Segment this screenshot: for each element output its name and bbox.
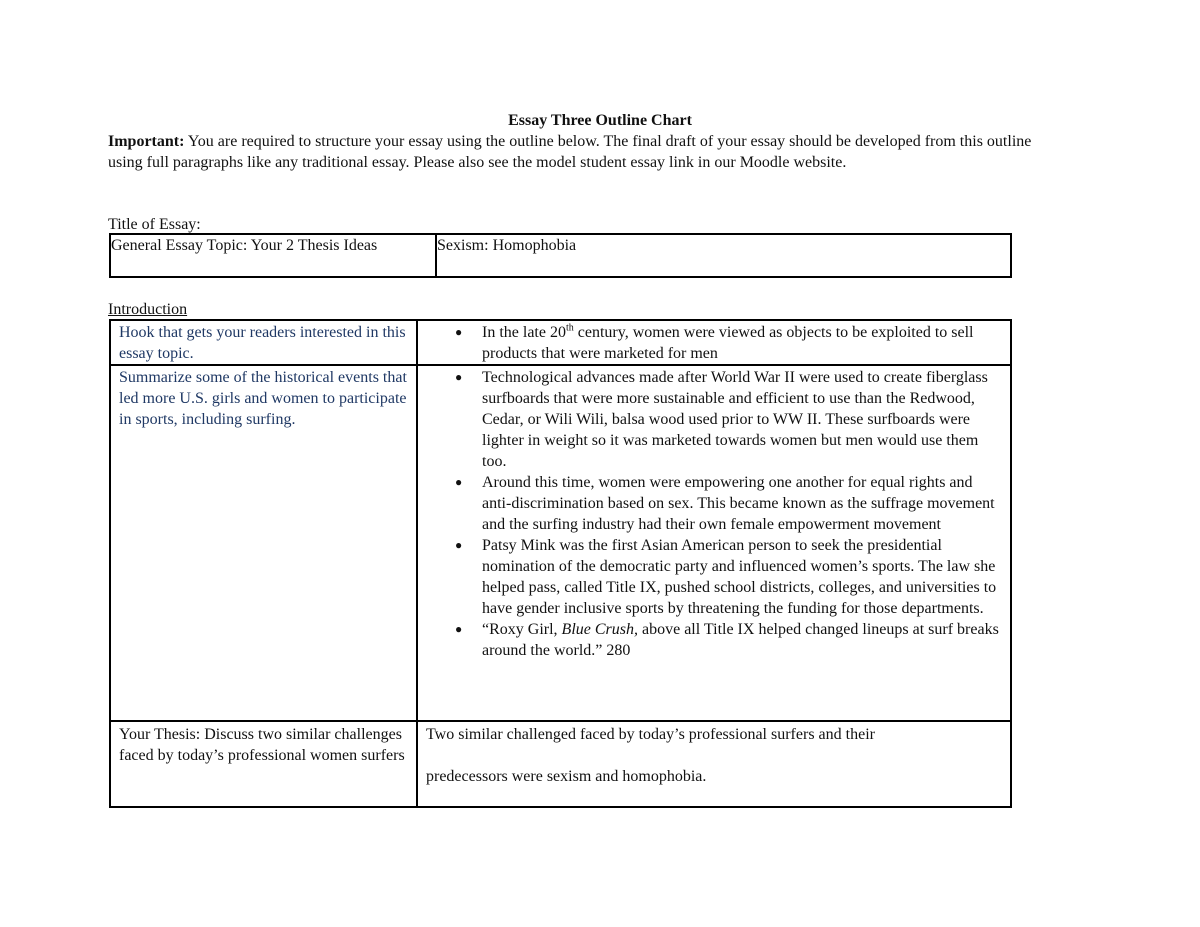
thesis-prompt-cell: Your Thesis: Discuss two similar challenges faced by today’s professional women surfers	[110, 721, 417, 807]
summary-prompt-cell: Summarize some of the historical events that led more U.S. girls and women to participate in sports, including surfing.	[110, 365, 417, 721]
superscript-th: th	[565, 322, 574, 334]
list-item	[455, 472, 1000, 535]
topic-value-cell: Sexism: Homophobia	[436, 234, 1011, 277]
instructions-text: You are required to structure your essay using the outline below. The final draft of your essay should be developed from this outline using full paragraphs like any traditional essay. Please also see the model student essay link in our Moodle website.	[108, 133, 1032, 171]
list-item	[455, 367, 1000, 472]
bullet-icon: ●	[455, 475, 463, 489]
quote-text-rest: above all Title IX helped changed lineups at surf breaks around the world.” 280	[482, 621, 999, 659]
summary-bullet-text: Patsy Mink was the first Asian American person to seek the presidential nomination of the democratic party and influenced women’s sports. The law she helped pass, called Title IX, pushed school districts, colleges, and universities to have gender inclusive sports by threatening the funding for those departments.	[482, 537, 997, 617]
important-label: Important:	[108, 133, 185, 150]
thesis-spacer	[426, 745, 1000, 766]
title-of-essay-label: Title of Essay:	[108, 216, 201, 233]
topic-label-cell: General Essay Topic: Your 2 Thesis Ideas	[110, 234, 436, 277]
page-title: Essay Three Outline Chart	[508, 112, 692, 129]
table-row-hook	[110, 320, 1011, 365]
hook-bullet-list	[426, 322, 1000, 364]
table-row-summary	[110, 365, 1011, 721]
list-item	[455, 619, 1000, 661]
instructions-paragraph	[108, 131, 1048, 173]
topic-table	[109, 233, 1012, 278]
summary-bullet-list	[426, 367, 1000, 661]
table-row	[110, 234, 1011, 277]
table-row-thesis	[110, 721, 1011, 807]
list-item	[455, 322, 1000, 364]
hook-bullet-text-rest: century, women were viewed as objects to be exploited to sell products that were marketed for men	[482, 324, 974, 362]
summary-content-cell	[417, 365, 1011, 721]
thesis-line-2: predecessors were sexism and homophobia.	[426, 768, 707, 785]
hook-content-cell	[417, 320, 1011, 365]
quote-text: “Roxy Girl,	[482, 621, 562, 638]
hook-bullet-text: In the late 20	[482, 324, 566, 341]
summary-bullet-text: Around this time, women were empowering one another for equal rights and anti-discrimination based on sex. This became known as the suffrage movement and the surfing industry had their own female empowerment movement	[482, 474, 995, 533]
bullet-icon: ●	[455, 622, 463, 636]
bullet-icon: ●	[455, 370, 463, 384]
summary-bullet-text: Technological advances made after World War II were used to create fiberglass surfboards that were more sustainable and efficient to use than the Redwood, Cedar, or Wili Wili, balsa wood used prior to WW II. These surfboards were lighter in weight so it was marketed towards women but men would use them too.	[482, 369, 988, 470]
list-item	[455, 535, 1000, 619]
quote-italic-title: Blue Crush,	[561, 621, 638, 638]
thesis-content-cell	[417, 721, 1011, 807]
thesis-line-1: Two similar challenged faced by today’s professional surfers and their	[426, 726, 875, 743]
introduction-label: Introduction	[108, 301, 188, 318]
outline-table	[109, 319, 1012, 808]
bullet-icon: ●	[455, 325, 463, 339]
hook-prompt-cell: Hook that gets your readers interested in this essay topic.	[110, 320, 417, 365]
bullet-icon: ●	[455, 538, 463, 552]
